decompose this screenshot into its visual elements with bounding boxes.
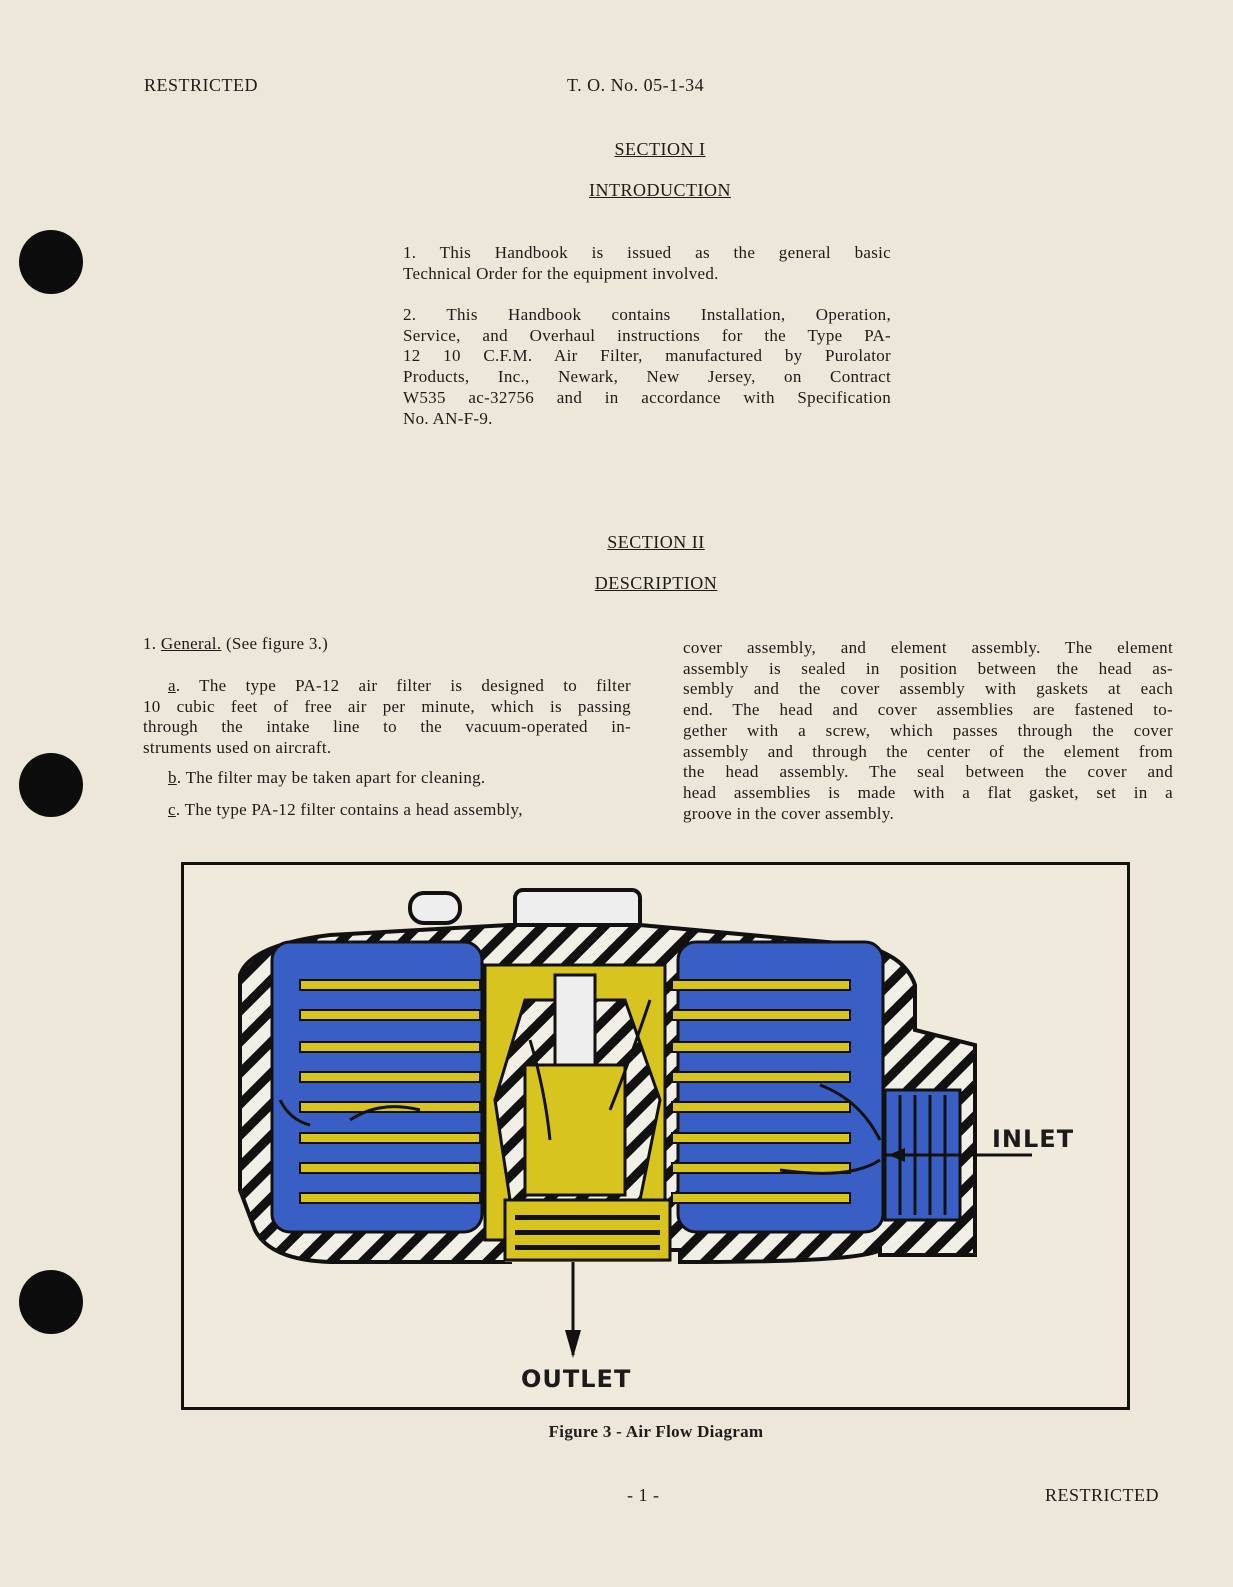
figure-reference: (See figure 3.) [225,634,329,653]
section1-title: INTRODUCTION [589,180,731,200]
description-right-column [683,638,1173,824]
item-letter: b [168,768,177,787]
text-line: end. The head and cover assemblies are fastened to- [683,700,1173,720]
text-line: gether with a screw, which passes through the cover [683,720,1173,740]
text-line: cover assembly, and element assembly. The element [683,638,1173,657]
text-line: . The type PA-12 filter contains a head assembly, [175,800,523,819]
punch-hole [19,753,83,817]
text-line: the head assembly. The seal between the cover and [683,762,1173,782]
item-letter: a [168,676,176,695]
text-line: Products, Inc., Newark, New Jersey, on Contract [403,367,891,387]
page-number: - 1 - [627,1485,660,1505]
text-line: Technical Order for the equipment involved. [403,263,719,283]
item-c [168,800,523,821]
outlet-arrowhead [565,1330,581,1358]
text-line: 12 10 C.F.M. Air Filter, manufactured by Purolator [403,346,891,366]
text-line: struments used on aircraft. [143,738,332,758]
text-line: . The filter may be taken apart for cleaning. [176,768,486,787]
section2-heading: SECTION II [607,532,705,552]
text-line: groove in the cover assembly. [683,803,895,823]
punch-hole [19,230,83,294]
general-heading [143,634,328,655]
text-line: sembly and the cover assembly with gaskets at each [683,679,1173,699]
item-letter: c [168,800,176,819]
item-a [143,676,631,759]
text-line: W535 ac-32756 and in accordance with Specification [403,387,891,407]
text-line: head assemblies is made with a flat gasket, set in a [683,782,1173,802]
text-line: 10 cubic feet of free air per minute, which is passing [143,696,631,716]
punch-hole [19,1270,83,1334]
text-line: assembly is sealed in position between the head as- [683,658,1173,678]
text-line: 1. This Handbook is issued as the general basic [403,243,891,262]
air-flow-diagram [181,862,1130,1410]
text-line: 2. This Handbook contains Installation, Operation, [403,305,891,324]
general-label: General. [160,634,222,653]
intro-paragraph-1 [403,243,891,284]
item-b [168,768,485,789]
item-number: 1. [143,634,157,653]
header-to-number: T. O. No. 05-1-34 [567,75,705,95]
text-line: No. AN-F-9. [403,408,493,428]
text-line: through the intake line to the vacuum-operated in- [143,717,631,737]
text-line: Service, and Overhaul instructions for the Type PA- [403,325,891,345]
header-classification: RESTRICTED [144,75,259,95]
inlet-label: INLET [992,1125,1075,1153]
outlet-label: OUTLET [521,1365,632,1393]
filter-cross-section [181,862,1130,1410]
footer-classification: RESTRICTED [1045,1485,1160,1505]
section2-title: DESCRIPTION [594,573,718,593]
figure-caption: Figure 3 - Air Flow Diagram [548,1422,764,1441]
section1-heading: SECTION I [614,139,706,159]
text-line: assembly and through the center of the element from [683,741,1173,761]
text-line: . The type PA-12 air filter is designed to filter [175,676,631,695]
intro-paragraph-2 [403,305,891,429]
